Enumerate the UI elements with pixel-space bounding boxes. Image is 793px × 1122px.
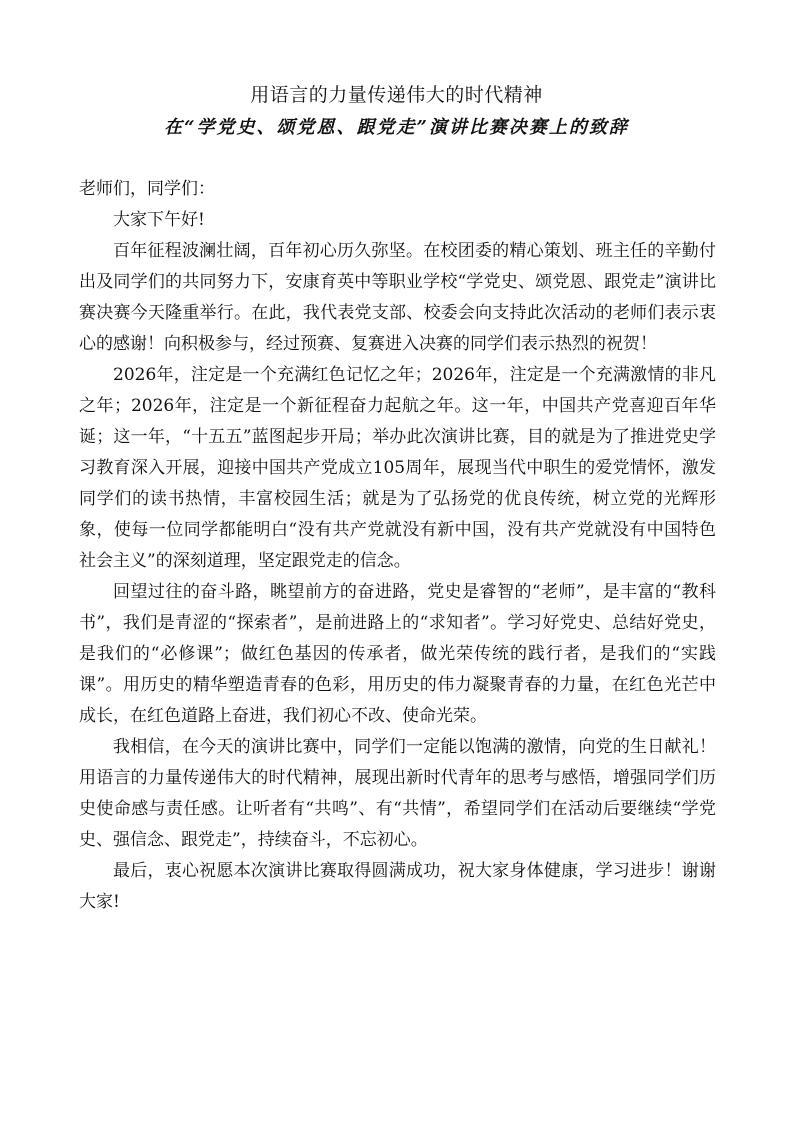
- paragraph-opening: 百年征程波澜壮阔，百年初心历久弥坚。在校团委的精心策划、班主任的辛勤付出及同学们的共同努力下，安康育英中等职业学校“学党史、颂党恩、跟党走”演讲比赛决赛今天隆重举行。在此，我代表党支部、校委会向支持此次活动的老师们表示衷心的感谢！向积极参与，经过预赛、复赛进入决赛的同学们表示热烈的祝贺！: [79, 241, 716, 354]
- paragraph-belief: 我相信，在今天的演讲比赛中，同学们一定能以饱满的激情，向党的生日献礼！用语言的力量传递伟大的时代精神，展现出新时代青年的思考与感悟，增强同学们历史使命感与责任感。让听者有“共鸣”、有“共情”，希望同学们在活动后要继续“学党史、强信念、跟党走”，持续奋斗，不忘初心。: [79, 737, 716, 850]
- document-subtitle: 在“学党史、颂党恩、跟党走”演讲比赛决赛上的致辞: [164, 117, 629, 138]
- paragraph-closing: 最后，衷心祝愿本次演讲比赛取得圆满成功，祝大家身体健康，学习进步！谢谢大家!: [79, 861, 716, 912]
- paragraph-year: 2026年，注定是一个充满红色记忆之年；2026年，注定是一个充满激情的非凡之年；2026年，注定是一个新征程奋力起航之年。这一年，中国共产党喜迎百年华诞；这一年，“十五五”蓝图起步开局；举办此次演讲比赛，目的就是为了推进党史学习教育深入开展，迎接中国共产党成立105周年，展现当代中职生的爱党情怀，激发同学们的读书热情，丰富校园生活；就是为了弘扬党的优良传统，树立党的光辉形象，使每一位同学都能明白“没有共产党就没有新中国，没有共产党就没有中国特色社会主义”的深刻道理，坚定跟党走的信念。: [79, 365, 716, 571]
- paragraph-greeting: 大家下午好!: [113, 210, 205, 230]
- paragraph-history: 回望过往的奋斗路，眺望前方的奋进路，党史是睿智的“老师”，是丰富的“教科书”，我们是青涩的“探索者”，是前进路上的“求知者”。学习好党史、总结好党史，是我们的“必修课”；做红色基因的传承者，做光荣传统的践行者，是我们的“实践课”。用历史的精华塑造青春的色彩，用历史的伟力凝聚青春的力量，在红色光芒中成长，在红色道路上奋进，我们初心不改、使命光荣。: [79, 582, 716, 726]
- document-title: 用语言的力量传递伟大的时代精神: [250, 84, 543, 106]
- document-body: [79, 174, 716, 918]
- salutation: 老师们，同学们：: [79, 179, 215, 199]
